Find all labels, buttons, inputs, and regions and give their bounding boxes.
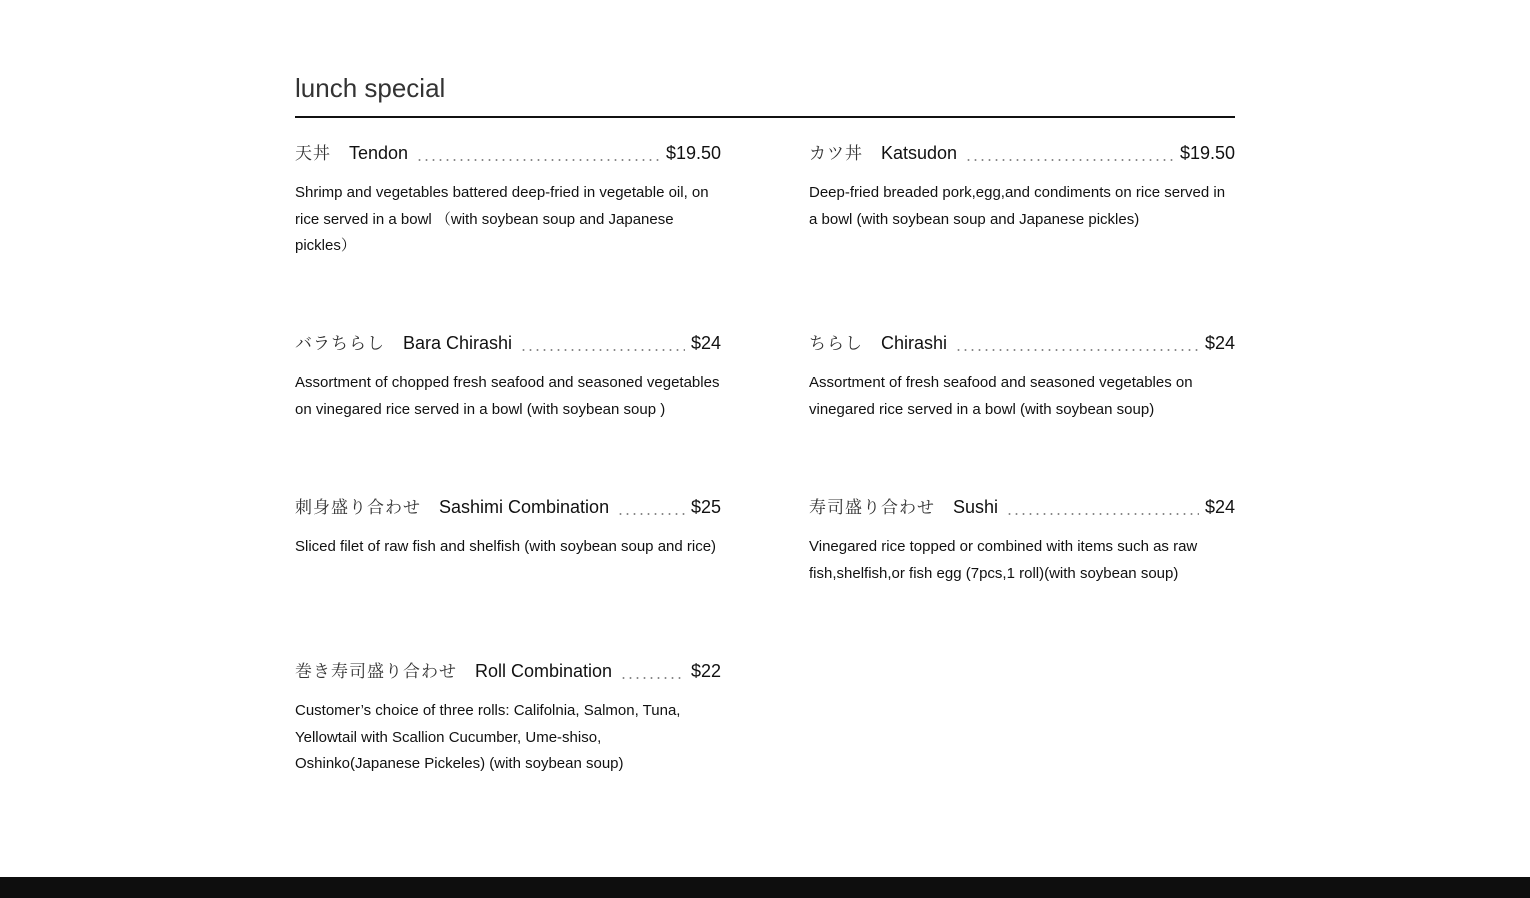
menu-item-description: Vinegared rice topped or combined with items such as raw fish,shelfish,or fish egg (7pcs,1 roll)(with soybean soup) — [809, 538, 1198, 582]
menu-item-description: Assortment of chopped fresh seafood and seasoned vegetables on vinegared rice served in a bowl (with soybean soup ) — [295, 374, 720, 418]
menu-item-japanese-name: 刺身盛り合わせ — [295, 498, 421, 518]
menu-item-japanese-name: 巻き寿司盛り合わせ — [295, 662, 457, 682]
menu-item-price: $19.50 — [665, 143, 721, 163]
menu-item-sushi — [809, 494, 1235, 587]
menu-item-japanese-name: ちらし — [809, 334, 863, 354]
dot-leader — [965, 148, 1174, 162]
dot-leader — [617, 502, 685, 516]
menu-item-name: Katsudon — [881, 143, 958, 163]
menu-item-japanese-name: バラちらし — [295, 334, 385, 354]
menu-item-name: Sushi — [953, 497, 999, 517]
menu-item-header — [809, 494, 1235, 520]
menu-item-katsudon — [809, 140, 1235, 233]
menu-item-description: Assortment of fresh seafood and seasoned vegetables on vinegared rice served in a bowl (with soybean soup) — [809, 374, 1193, 418]
menu-item-bara-chirashi — [295, 330, 721, 423]
menu-item-name: Tendon — [349, 143, 409, 163]
menu-item-sashimi-combination — [295, 494, 721, 561]
menu-item-roll-combination — [295, 658, 721, 778]
menu-item-description: Shrimp and vegetables battered deep-fried in vegetable oil, on rice served in a bowl （with soybean soup and Japanese pickles） — [295, 184, 709, 254]
menu-item-header — [295, 494, 721, 520]
menu-item-name: Sashimi Combination — [439, 497, 610, 517]
menu-item-tendon — [295, 140, 721, 260]
menu-item-japanese-name: 寿司盛り合わせ — [809, 498, 935, 518]
menu-item-header — [809, 140, 1235, 166]
menu-item-name: Chirashi — [881, 333, 948, 353]
menu-item-description: Sliced filet of raw fish and shelfish (with soybean soup and rice) — [295, 538, 717, 555]
menu-item-chirashi — [809, 330, 1235, 423]
footer-bar — [0, 877, 1530, 898]
dot-leader — [620, 666, 685, 680]
menu-item-description: Customer’s choice of three rolls: Califolnia, Salmon, Tuna, Yellowtail with Scallion Cucumber, Ume-shiso, Oshinko(Japanese Pickeles) (with soybean soup) — [295, 702, 681, 772]
dot-leader — [416, 148, 660, 162]
menu-item-price: $22 — [690, 661, 721, 681]
menu-item-price: $24 — [1204, 333, 1235, 353]
menu-item-price: $19.50 — [1179, 143, 1235, 163]
menu-item-price: $24 — [690, 333, 721, 353]
menu-item-japanese-name: 天丼 — [295, 144, 331, 164]
section-title: lunch special — [295, 73, 446, 103]
menu-item-price: $24 — [1204, 497, 1235, 517]
menu-item-header — [809, 330, 1235, 356]
section-divider — [295, 116, 1235, 118]
dot-leader — [520, 338, 685, 352]
menu-item-price: $25 — [690, 497, 721, 517]
dot-leader — [955, 338, 1199, 352]
menu-item-header — [295, 140, 721, 166]
menu-item-header — [295, 658, 721, 684]
menu-item-header — [295, 330, 721, 356]
menu-item-japanese-name: カツ丼 — [809, 144, 863, 164]
menu-item-description: Deep-fried breaded pork,egg,and condiments on rice served in a bowl (with soybean soup and Japanese pickles) — [809, 184, 1226, 228]
menu-item-name: Roll Combination — [475, 661, 613, 681]
dot-leader — [1006, 502, 1199, 516]
menu-item-name: Bara Chirashi — [403, 333, 513, 353]
